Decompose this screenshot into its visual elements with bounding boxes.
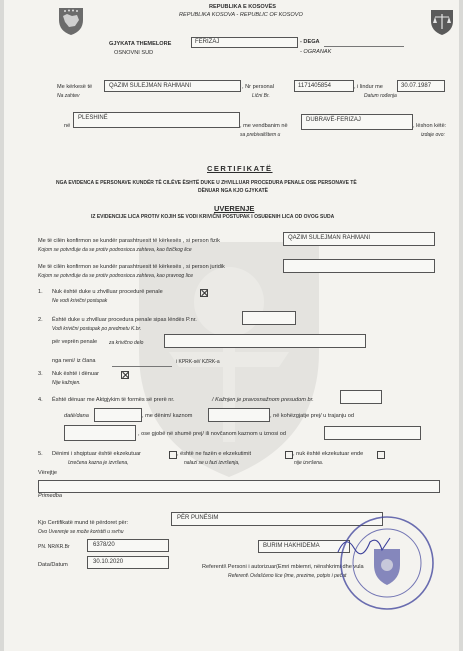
personal-no-label-sr: Lični Br. — [252, 93, 270, 99]
remark-field — [38, 480, 440, 493]
confirm-legal-label: Me të cilën konfirmon se kundër parashtruesit të kërkesës , si person juridik — [38, 264, 225, 270]
case-number-field — [242, 311, 296, 325]
place-label: në — [64, 123, 71, 129]
in-execution-label-sr: nalazi se u fazi izvršenja, — [184, 460, 240, 466]
item3-label-sr: Nije kažnjen. — [52, 380, 81, 386]
personal-no-label: , Nr personal — [242, 84, 275, 90]
item4-label: Është dënuar me Aktgjykim të formës së prerë nr. — [52, 397, 175, 403]
item2-article-label: nga neni/ iz člana — [52, 358, 96, 364]
item3-label: Nuk është i dënuar — [52, 371, 99, 377]
verdict-date-label: datë/dana — [64, 413, 89, 419]
personal-no-field: 1171405854 — [294, 80, 354, 92]
not-executed-label-sr: nije izvršena. — [294, 460, 324, 466]
item1-label-sr: Ne vodi krivični postupak — [52, 298, 108, 304]
certificate-subtitle-2: DËNUAR NGA KJO GJYKATË — [198, 188, 269, 194]
residence-label: , me vendbanim në — [240, 123, 288, 129]
purpose-field: PËR PUNËSIM — [171, 512, 383, 526]
certificate-subtitle-sr: IZ EVIDENCIJE LICA PROTIV KOJIH SE VODI KRIVIČNI POSTUPAK I OSUĐENIH LICA OD OVOG SUDA — [91, 214, 335, 220]
legal-person-field — [283, 259, 435, 273]
official-name-field: BURIM HAKHIDEMA — [258, 540, 350, 553]
issue-date-field: 30.10.2020 — [87, 556, 169, 569]
court-field: FERIZAJ — [191, 37, 298, 48]
confirm-physical-label-sr: Kojom se potvrđuje da se protiv podnosioca zahteva, kao fizičkog lice — [38, 247, 192, 253]
ogranak-label: - OGRANAK — [300, 49, 332, 55]
referent-label-sr: Referent\ Ovlašćeno lice (ime, prezime, potpis i pečat — [228, 573, 347, 579]
fine-label: , ose gjobë në shumë prej/ ili novčanom kaznom u iznosi od — [138, 431, 287, 437]
criminal-act-field — [164, 334, 366, 348]
certificate-subtitle-1: NGA EVIDENCA E PERSONAVE KUNDËR TË CILËVE ËSHTË DUKE U ZHVILLUAR PROCEDURA PENALE OSE PERSONAVE TË — [56, 180, 357, 186]
osnovni-sud-label: OSNOVNI SUD — [114, 50, 154, 56]
item4-label-sr: / Kažnjen je pravosnažnom presudom br. — [212, 397, 314, 403]
item2-act-label-sr: za krivično delo — [109, 340, 144, 346]
certificate-page: REPUBLIKA E KOSOVËS REPUBLIKA KOSOVA - REPUBLIC OF KOSOVO GJYKATA THEMELORE FERIZAJ - DEGA OSNOVNI SUD - OGRANAK Me kërkesë të Na zahtev QAZIM SULEJMAN RAHMANI , Nr personal Lični Br. 1171405854 , i lindur me Datum rođenja 30.07.1987 në PLESHINË , me vendbanim në sa prebivalištem u DUBRAVË-FERIZAJ , lëshon këtë: izdaje ovo: CERTIFIKATË NGA EVIDENCA E PERSONAVE KUNDËR TË CILËVE ËSHTË DUKE U ZHVILLUAR PROCEDURA PENALE OSE PERSONAVE TË DËNUAR NGA KJO GJYKATË UVERENJE IZ EVIDENCIJE LICA PROTIV KOJIH SE VODI KRIVIČNI POSTUPAK I OSUĐENIH LICA OD OVOG SUDA Me të cilën konfirmon se kundër parashtruesit të kërkesës , si person fizik Kojom se potvrđuje da se protiv podnosioca zahteva, kao fizičkog lice QAZIM SULEJMAN RAHMANI Me të cilën konfirmon se kundër parashtruesit të kërkesës , si person juridik Kojom se potvrđuje da se protiv podnosioca zahteva, kao pravnog lice 1. Nuk është duke u zhvilluar procedurë penale Ne vodi krivični postupak 2. Është duke u zhvilluar procedura penale sipas lëndës P.nr. Vodi krivični postupak po predmetu K.br. për veprën penale za krivično delo nga neni/ iz člana i KPRK-së/ KZRK-a 3. Nuk është i dënuar Nije kažnjen. 4. Është dënuar me Aktgjykim të formës së prerë nr. / Kažnjen je pravosnažnom presudom br. datë/dana , me dënim/ kaznom , në kohëzgjatje prej/ u trajanju od , ose gjobë në shumë prej/ ili novčanom kaznom u iznosi od 5. Dënimi i shqiptuar është ekzekutuar , është ne fazën e ekzekutimit , nuk është ekzekutuar ende Izrečena kazna je izvršena, nalazi se u fazi izvršenja, nije izvršena. Vërejtje Primedba Kjo Certifikatë mund të përdoret për: Ovo Uverenje se može koristiti u svrhu PËR PUNËSIM PN. NR/KR.Br 6378/20 Data/Datum 30.10.2020 BURIM HAKHIDEMA Referenti\ Personi i autorizuar(Emri mbiemri, nënshkrimi dhe vula Referent\ Ovlašćeno lice (ime, prezime, potpis i pečat — [4, 0, 459, 651]
referent-label: Referenti\ Personi i autorizuar(Emri mbiemri, nënshkrimi dhe vula — [202, 564, 364, 570]
person-name-field: QAZIM SULEJMAN RAHMANI — [283, 232, 435, 246]
case-nr-field: 6378/20 — [87, 539, 169, 552]
certificate-title: CERTIFIKATË — [207, 164, 273, 173]
item3-checkbox — [121, 371, 129, 379]
issue-label-sr: izdaje ovo: — [421, 132, 445, 138]
sentence-field — [208, 408, 270, 422]
birth-label: , i lindur me — [354, 84, 383, 90]
sentence-label: , me dënim/ kaznom — [142, 413, 193, 419]
item2-act-label: për veprën penale — [52, 339, 98, 345]
item1-label: Nuk është duke u zhvilluar procedurë penale — [52, 289, 163, 295]
birth-date-field: 30.07.1987 — [397, 80, 445, 92]
place-of-birth-field: PLESHINË — [73, 112, 240, 128]
item2-label: Është duke u zhvilluar procedura penale sipas lëndës P.nr. — [52, 317, 197, 323]
kosovo-emblem-icon — [56, 6, 86, 36]
confirm-legal-label-sr: Kojom se potvrđuje da se protiv podnosioca zahteva, kao pravnog lice — [38, 273, 194, 279]
in-execution-label: , është ne fazën e ekzekutimit — [177, 451, 252, 457]
applicant-label-sr: Na zahtev — [57, 93, 80, 99]
confirm-physical-label: Me të cilën konfirmon se kundër parashtruesit të kërkesës , si person fizik — [38, 238, 220, 244]
not-executed-checkbox — [377, 451, 385, 459]
court-scales-emblem-icon — [429, 8, 455, 36]
issue-label: , lëshon këtë: — [413, 123, 447, 129]
fine-field — [324, 426, 421, 440]
republic-subtitle: REPUBLIKA KOSOVA - REPUBLIC OF KOSOVO — [179, 12, 303, 18]
item1-checkbox — [200, 289, 208, 297]
remark-label-sr: Primedba — [38, 493, 62, 499]
not-executed-label: , nuk është ekzekutuar ende — [293, 451, 364, 457]
birth-label-sr: Datum rođenja — [364, 93, 397, 99]
purpose-label: Kjo Certifikatë mund të përdoret për: — [38, 520, 129, 526]
certificate-title-sr: UVERENJE — [214, 204, 255, 213]
verdict-date-field — [94, 408, 142, 422]
residence-label-sr: sa prebivalištem u — [240, 132, 281, 138]
court-stamp-icon — [337, 513, 437, 613]
item5-label-sr: Izrečena kazna je izvršena, — [68, 460, 129, 466]
applicant-name-field: QAZIM SULEJMAN RAHMANI — [104, 80, 241, 92]
remark-label: Vërejtje — [38, 470, 57, 476]
duration-field — [64, 425, 136, 441]
duration-label: , në kohëzgjatje prej/ u trajanju od — [270, 413, 354, 419]
case-nr-label: PN. NR/KR.Br — [38, 544, 70, 550]
applicant-label: Me kërkesë të — [57, 84, 93, 90]
residence-field: DUBRAVË-FERIZAJ — [301, 114, 413, 130]
court-label: GJYKATA THEMELORE — [109, 41, 172, 47]
verdict-number-field — [340, 390, 382, 404]
issue-date-label: Data/Datum — [38, 562, 68, 568]
executed-checkbox — [169, 451, 177, 459]
republic-title: REPUBLIKA E KOSOVËS — [209, 4, 276, 10]
dept-label: - DEGA — [300, 39, 320, 45]
item2-code-label: i KPRK-së/ KZRK-a — [176, 359, 220, 365]
item2-label-sr: Vodi krivični postupak po predmetu K.br. — [52, 326, 142, 332]
item5-label: Dënimi i shqiptuar është ekzekutuar — [52, 451, 141, 457]
purpose-label-sr: Ovo Uverenje se može koristiti u svrhu — [38, 529, 124, 535]
in-execution-checkbox — [285, 451, 293, 459]
